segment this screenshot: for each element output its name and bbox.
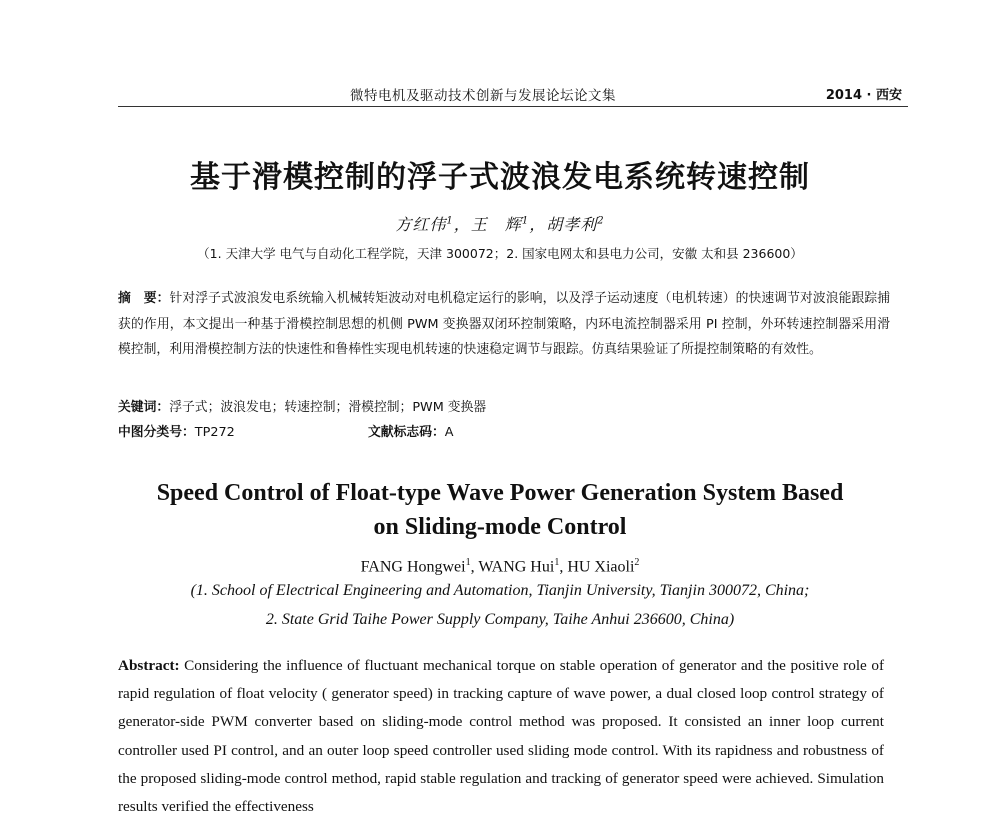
author-name: 王 辉 (470, 215, 522, 234)
chinese-abstract (118, 286, 890, 363)
author-name: HU Xiaoli (567, 558, 635, 576)
affiliation-mark: 1 (465, 557, 471, 568)
keywords-value: 浮子式；波浪发电；转速控制；滑模控制；PWM 变换器 (169, 400, 487, 415)
issue-info: 2014 · 西安 (825, 88, 902, 103)
author-name: 胡孝利 (546, 215, 598, 234)
chinese-title: 基于滑模控制的浮子式波浪发电系统转速控制 (190, 160, 810, 195)
author-name: 方红伟 (395, 215, 447, 234)
author-separator: ， (453, 215, 471, 234)
author-name: FANG Hongwei (360, 558, 466, 576)
author-separator: , (559, 558, 568, 576)
journal-name: 微特电机及驱动技术创新与发展论坛论文集 (350, 88, 616, 104)
english-title-line: Speed Control of Float-type Wave Power Generation System Based (156, 480, 844, 506)
abstract-label: Abstract: (118, 657, 180, 674)
abstract-text: 针对浮子式波浪发电系统输入机械转矩波动对电机稳定运行的影响，以及浮子运动速度（电机转速）的快速调节对波浪能跟踪捕获的作用，本文提出一种基于滑模控制思想的机侧 PWM 变换器双闭环控制策略，内环电流控制器采用 PI 控制，外环转速控制器采用滑模控制，利用滑模控制方法的快速性和鲁棒性实现电机转速的快速稳定调节与跟踪。仿真结果验证了所提控制策略的有效性。 (118, 291, 891, 357)
chinese-affiliation: （1. 天津大学 电气与自动化工程学院，天津 300072；2. 国家电网太和县电力公司，安徽 太和县 236600） (197, 246, 803, 261)
english-title (0, 476, 1000, 544)
abstract-text: Considering the influence of fluctuant mechanical torque on stable operation of generator and the positive role of rapid regulation of float velocity ( generator speed) in tracking capture of wave power, a dual closed loop control strategy of generator-side PWM converter based on sliding-mode control method was proposed. It consisted an inner loop current controller used PI control, and an outer loop speed controller used sliding mode control. With its rapidness and robustness of the proposed sliding-mode control method, rapid stable regulation and tracking of generator speed were achieved. Simulation results verified the effectiveness (118, 657, 885, 816)
affiliation-mark: 2 (597, 215, 605, 227)
keywords-label: 关键词： (118, 400, 170, 415)
author-separator: , (470, 558, 479, 576)
keywords-line (118, 396, 486, 415)
document-code-line (368, 421, 454, 440)
english-affiliation-1: (1. School of Electrical Engineering and Automation, Tianjin University, Tianjin 300072, China; (190, 582, 810, 599)
english-authors (0, 557, 1000, 576)
english-affiliation-2: 2. State Grid Taihe Power Supply Company, Taihe Anhui 236600, China) (265, 611, 735, 628)
classification-label: 中图分类号： (118, 425, 195, 440)
document-code-label: 文献标志码： (368, 425, 445, 440)
affiliation-mark: 1 (446, 215, 454, 227)
english-title-line: on Sliding-mode Control (373, 514, 627, 540)
affiliation-mark: 1 (521, 215, 530, 227)
abstract-label: 摘 要： (118, 291, 170, 306)
classification-line (118, 421, 235, 440)
running-header (118, 84, 908, 107)
classification-value: TP272 (194, 425, 235, 440)
author-separator: ， (529, 215, 547, 234)
english-abstract (118, 652, 885, 816)
chinese-authors (0, 212, 1000, 235)
author-name: WANG Hui (478, 558, 555, 576)
affiliation-mark: 2 (634, 557, 640, 568)
affiliation-mark: 1 (554, 557, 560, 568)
document-code-value: A (444, 425, 454, 440)
